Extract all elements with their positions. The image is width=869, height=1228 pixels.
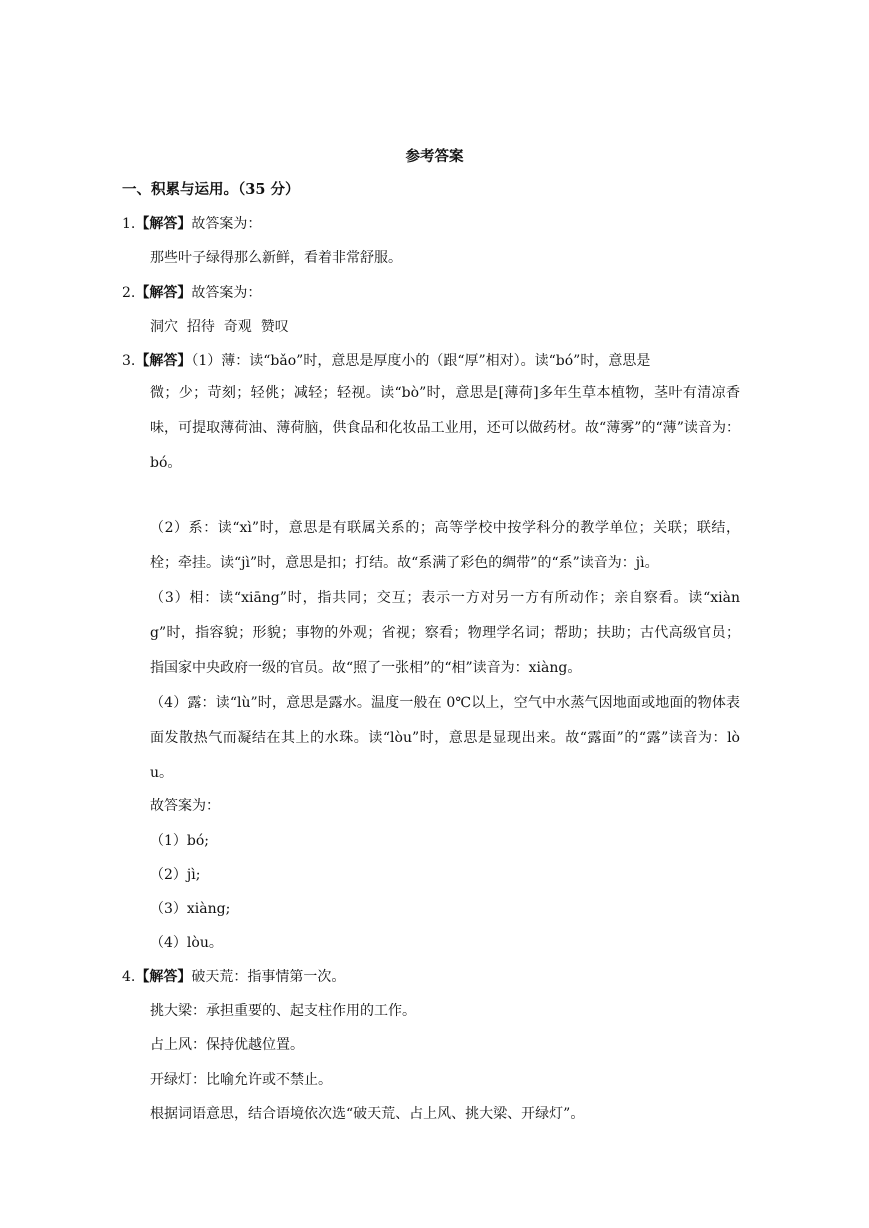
question-3-answer-4: （4）lòu。 <box>150 935 223 951</box>
question-4-line2: 挑大梁：承担重要的、起支柱作用的工作。 <box>150 1003 416 1019</box>
question-3-header <box>122 351 650 371</box>
answer-intro: 故答案为： <box>191 216 262 232</box>
question-3-part2: （2）系：读“xì”时，意思是有联属关系的；高等学校中按学科分的教学单位；关联；联结，栓；牵挂。读“jì”时，意思是扣；打结。故“系满了彩色的绸带”的“系”读音为：jì。 <box>150 520 740 571</box>
question-3-answer-3: （3）xiàng; <box>150 901 231 917</box>
answer-tag: 【解答】 <box>135 969 192 985</box>
question-number: 3. <box>122 353 136 369</box>
question-3-answer-2: （2）jì; <box>150 867 201 883</box>
question-3-part1-rest: 微；少；苛刻；轻佻；减轻；轻视。读“bò”时，意思是[薄荷]多年生草本植物，茎叶有清凉香味，可提取薄荷油、薄荷脑，供食品和化妆品工业用，还可以做药材。故“薄雾”的“薄”读音为：bó。 <box>150 385 740 471</box>
question-number: 2. <box>122 285 136 301</box>
answer-tag: 【解答】 <box>135 353 192 369</box>
question-1-header <box>122 214 261 234</box>
question-4-header <box>122 967 345 987</box>
page-title: 参考答案 <box>405 148 464 165</box>
question-3-part4: （4）露：读“lù”时，意思是露水。温度一般在 0℃以上，空气中水蒸气因地面或地面的物体表面发散热气而凝结在其上的水珠。读“lòu”时，意思是显现出来。故“露面”的“露”读音为：lòu。 <box>150 695 740 781</box>
question-3-part1-line1: （1）薄：读“bǎo”时，意思是厚度小的（跟“厚”相对）。读“bó”时，意思是 <box>191 353 651 369</box>
answer-intro: 故答案为： <box>191 285 262 301</box>
section-heading: 一、积累与运用。（35 分） <box>122 181 300 198</box>
question-1-answer: 那些叶子绿得那么新鲜，看着非常舒服。 <box>150 250 402 266</box>
question-4-line5: 根据词语意思，结合语境依次选“破天荒、占上风、挑大梁、开绿灯”。 <box>150 1106 585 1122</box>
question-4-line3: 占上风：保持优越位置。 <box>150 1037 304 1053</box>
question-2-header <box>122 283 261 303</box>
question-3-answer-1: （1）bó; <box>150 833 210 849</box>
question-4-line1: 破天荒：指事情第一次。 <box>191 969 346 985</box>
question-number: 4. <box>122 969 136 985</box>
question-3-summary: 故答案为： <box>150 798 220 814</box>
answer-tag: 【解答】 <box>135 285 192 301</box>
answer-tag: 【解答】 <box>135 216 192 232</box>
question-number: 1. <box>122 216 136 232</box>
question-2-answer: 洞穴 招待 奇观 赞叹 <box>150 319 289 335</box>
question-3-part3: （3）相：读“xiāng”时，指共同；交互；表示一方对另一方有所动作；亲自察看。读“xiàng”时，指容貌；形貌；事物的外观；省视；察看；物理学名词；帮助；扶助；古代高级官员；指国家中央政府一级的官员。故“照了一张相”的“相”读音为：xiàng。 <box>150 590 740 676</box>
question-4-line4: 开绿灯：比喻允许或不禁止。 <box>150 1072 332 1088</box>
